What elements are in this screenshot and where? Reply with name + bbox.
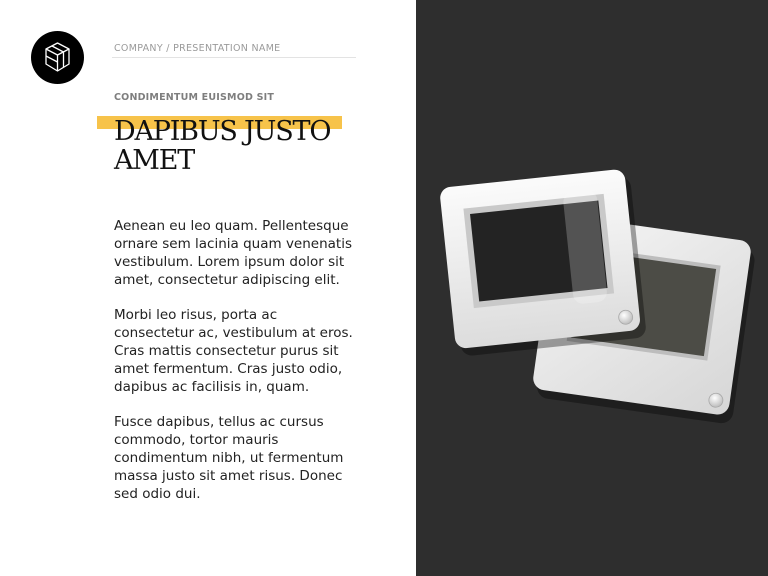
- front-slide-mount: [439, 168, 647, 357]
- body-paragraph: Aenean eu leo quam. Pellentesque ornare sem lacinia quam venenatis vestibulum. Lorem ipsum dolor sit amet, consectetur adipiscing elit.: [114, 218, 353, 288]
- company-presentation-name: COMPANY / PRESENTATION NAME: [114, 43, 281, 54]
- body-paragraph: Morbi leo risus, porta ac consectetur ac, vestibulum at eros. Cras mattis consectetur purus sit amet fermentum. Cras justo odio, dapibus ac facilisis in, quam.: [114, 307, 353, 395]
- body-paragraph: Fusce dapibus, tellus ac cursus commodo, tortor mauris condimentum nibh, ut fermentum massa justo sit amet risus. Donec sed odio dui.: [114, 414, 344, 502]
- company-logo: [31, 31, 84, 84]
- header-divider: [112, 57, 356, 58]
- body-text: [114, 217, 354, 520]
- cube-wireframe-icon: [31, 31, 84, 84]
- slide-mounts-illustration: [416, 0, 768, 576]
- page-title: DAPIBUS JUSTO AMET: [114, 116, 331, 176]
- section-eyebrow: CONDIMENTUM EUISMOD SIT: [114, 92, 275, 103]
